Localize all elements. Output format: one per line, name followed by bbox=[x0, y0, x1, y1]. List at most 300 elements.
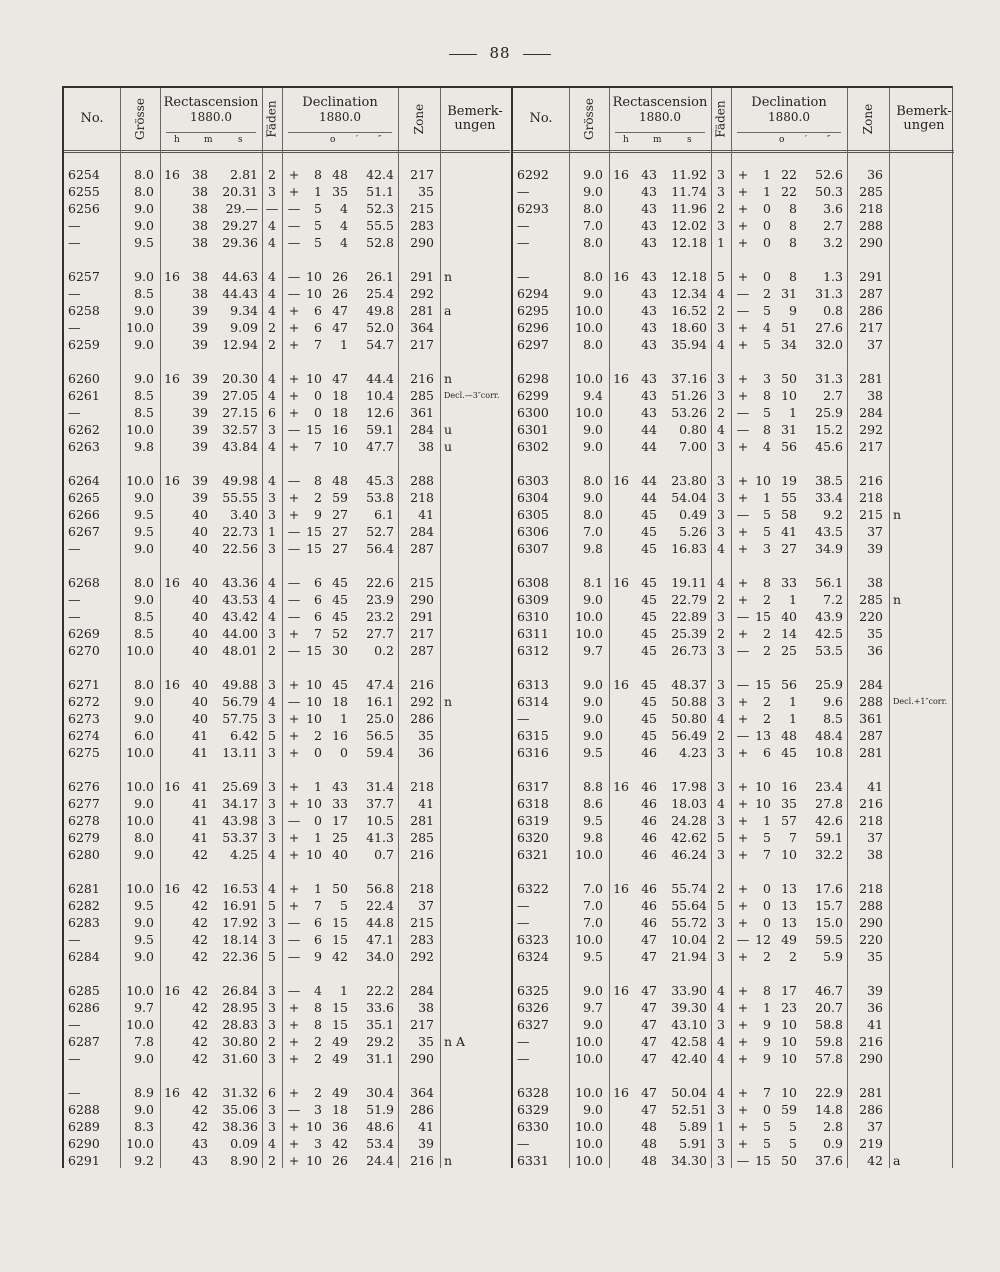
zone: 218 bbox=[859, 881, 883, 896]
ra-minutes: 39 bbox=[192, 303, 208, 318]
left-table-row bbox=[64, 676, 510, 693]
dec-sign: — bbox=[287, 201, 301, 216]
dec-degrees: 5 bbox=[763, 337, 771, 352]
threads-count: 3 bbox=[717, 320, 725, 335]
threads-count: 4 bbox=[717, 337, 725, 352]
dec-degrees: 2 bbox=[314, 490, 322, 505]
left-table-row bbox=[64, 1118, 510, 1135]
ra-seconds: 16.83 bbox=[671, 541, 707, 556]
right-table-row bbox=[513, 608, 954, 625]
magnitude: 10.0 bbox=[575, 1119, 603, 1134]
threads-count: 1 bbox=[717, 235, 725, 250]
ra-minutes: 39 bbox=[192, 422, 208, 437]
dec-sign: + bbox=[737, 626, 749, 641]
threads-count: 3 bbox=[717, 507, 725, 522]
star-number: 6313 bbox=[517, 677, 549, 692]
magnitude: 8.0 bbox=[583, 201, 603, 216]
left-dec-unit: o bbox=[330, 135, 336, 145]
star-number: 6268 bbox=[68, 575, 100, 590]
ra-seconds: 35.94 bbox=[671, 337, 707, 352]
dec-arcsec: 56.4 bbox=[366, 541, 394, 556]
remark: n bbox=[444, 371, 453, 386]
dec-degrees: 10 bbox=[755, 779, 771, 794]
star-number: 6278 bbox=[68, 813, 100, 828]
star-number: 6299 bbox=[517, 388, 549, 403]
dec-arcsec: 15.7 bbox=[815, 898, 843, 913]
ra-minutes: 42 bbox=[192, 1034, 208, 1049]
dec-arcsec: 23.9 bbox=[366, 592, 394, 607]
dec-degrees: 5 bbox=[314, 201, 322, 216]
dec-arcsec: 27.7 bbox=[366, 626, 394, 641]
right-table-row bbox=[513, 506, 954, 523]
dec-arcmin: 27 bbox=[332, 524, 348, 539]
dec-arcsec: 59.1 bbox=[815, 830, 843, 845]
star-number: 6266 bbox=[68, 507, 100, 522]
dec-arcmin: 56 bbox=[781, 439, 797, 454]
dec-degrees: 3 bbox=[314, 1102, 322, 1117]
star-number: 6273 bbox=[68, 711, 100, 726]
ra-minutes: 45 bbox=[641, 694, 657, 709]
left-table-row bbox=[64, 1152, 510, 1169]
ra-hours: 16 bbox=[164, 575, 180, 590]
ra-seconds: 22.56 bbox=[222, 541, 258, 556]
dec-arcsec: 8.5 bbox=[823, 711, 843, 726]
dec-degrees: 0 bbox=[763, 235, 771, 250]
magnitude: 9.5 bbox=[134, 235, 154, 250]
ra-minutes: 38 bbox=[192, 201, 208, 216]
zone: 364 bbox=[410, 1085, 434, 1100]
left-table-row bbox=[64, 404, 510, 421]
dec-sign: + bbox=[737, 201, 749, 216]
threads-count: 3 bbox=[268, 184, 276, 199]
dec-arcmin: 18 bbox=[332, 1102, 348, 1117]
dec-degrees: 1 bbox=[763, 167, 771, 182]
star-number: 6275 bbox=[68, 745, 100, 760]
ra-minutes: 44 bbox=[641, 490, 657, 505]
magnitude: 9.0 bbox=[583, 728, 603, 743]
magnitude: 7.8 bbox=[134, 1034, 154, 1049]
magnitude: 9.0 bbox=[583, 490, 603, 505]
zone: 217 bbox=[410, 1017, 434, 1032]
dec-degrees: 5 bbox=[763, 524, 771, 539]
zone: 284 bbox=[859, 677, 883, 692]
magnitude: 9.0 bbox=[134, 201, 154, 216]
dec-sign: + bbox=[737, 473, 749, 488]
star-number: 6327 bbox=[517, 1017, 549, 1032]
ra-seconds: 50.04 bbox=[671, 1085, 707, 1100]
right-table-row bbox=[513, 795, 954, 812]
dec-arcsec: 51.1 bbox=[366, 184, 394, 199]
dec-sign: — bbox=[287, 422, 301, 437]
magnitude: 9.0 bbox=[583, 983, 603, 998]
star-number: 6271 bbox=[68, 677, 100, 692]
ra-minutes: 44 bbox=[641, 439, 657, 454]
dash-left bbox=[449, 54, 477, 55]
star-number: 6317 bbox=[517, 779, 549, 794]
dec-degrees: 7 bbox=[314, 626, 322, 641]
ra-minutes: 45 bbox=[641, 711, 657, 726]
zone: 286 bbox=[410, 711, 434, 726]
dec-arcmin: 13 bbox=[781, 915, 797, 930]
dec-sign: + bbox=[288, 1153, 300, 1168]
threads-count: 4 bbox=[268, 303, 276, 318]
dec-sign: + bbox=[737, 184, 749, 199]
dec-degrees: 2 bbox=[763, 626, 771, 641]
dec-arcsec: 9.2 bbox=[823, 507, 843, 522]
ra-minutes: 41 bbox=[192, 779, 208, 794]
ra-seconds: 44.00 bbox=[222, 626, 258, 641]
ra-seconds: 9.09 bbox=[230, 320, 258, 335]
dec-arcmin: 5 bbox=[789, 1136, 797, 1151]
right-ra-unit: m bbox=[653, 135, 662, 145]
dec-sign: — bbox=[287, 269, 301, 284]
dec-sign: — bbox=[287, 473, 301, 488]
dec-arcsec: 42.5 bbox=[815, 626, 843, 641]
dec-degrees: 10 bbox=[306, 796, 322, 811]
threads-count: 3 bbox=[717, 1153, 725, 1168]
dec-degrees: 2 bbox=[314, 1085, 322, 1100]
zone: 220 bbox=[859, 609, 883, 624]
left-col-no-label: No. bbox=[80, 111, 104, 126]
right-table-row bbox=[513, 404, 954, 421]
left-ra-unit: s bbox=[238, 135, 243, 145]
magnitude: 9.8 bbox=[134, 439, 154, 454]
left-table-row bbox=[64, 574, 510, 591]
ra-minutes: 40 bbox=[192, 643, 208, 658]
dec-arcmin: 45 bbox=[332, 575, 348, 590]
ra-seconds: 32.57 bbox=[222, 422, 258, 437]
ra-seconds: 3.40 bbox=[230, 507, 258, 522]
ra-hours: 16 bbox=[613, 881, 629, 896]
dec-arcsec: 2.7 bbox=[823, 218, 843, 233]
threads-count: 2 bbox=[717, 201, 725, 216]
ra-seconds: 54.04 bbox=[671, 490, 707, 505]
ra-minutes: 42 bbox=[192, 1000, 208, 1015]
dec-sign: — bbox=[736, 405, 750, 420]
dec-degrees: 8 bbox=[314, 473, 322, 488]
dec-sign: + bbox=[737, 1000, 749, 1015]
ra-hours: 16 bbox=[613, 473, 629, 488]
dec-degrees: 7 bbox=[763, 847, 771, 862]
star-number: 6322 bbox=[517, 881, 549, 896]
right-table-row bbox=[513, 319, 954, 336]
magnitude: 8.0 bbox=[134, 830, 154, 845]
dec-sign: + bbox=[737, 983, 749, 998]
left-table-row bbox=[64, 421, 510, 438]
star-number: 6331 bbox=[517, 1153, 549, 1168]
ra-hours: 16 bbox=[164, 983, 180, 998]
dec-arcsec: 52.6 bbox=[815, 167, 843, 182]
dec-sign: — bbox=[736, 728, 750, 743]
ra-hours: 16 bbox=[164, 677, 180, 692]
ra-minutes: 43 bbox=[641, 337, 657, 352]
dec-sign: + bbox=[288, 507, 300, 522]
left-col-zone bbox=[398, 88, 440, 150]
ra-minutes: 46 bbox=[641, 898, 657, 913]
zone: 37 bbox=[867, 337, 883, 352]
dec-arcmin: 22 bbox=[781, 184, 797, 199]
zone: 39 bbox=[418, 1136, 434, 1151]
dec-sign: + bbox=[737, 796, 749, 811]
magnitude: 9.0 bbox=[583, 711, 603, 726]
dec-arcmin: 23 bbox=[781, 1000, 797, 1015]
dec-arcmin: 9 bbox=[789, 303, 797, 318]
zone: 281 bbox=[859, 745, 883, 760]
dec-degrees: 3 bbox=[763, 371, 771, 386]
dec-arcsec: 2.7 bbox=[823, 388, 843, 403]
ra-seconds: 50.80 bbox=[671, 711, 707, 726]
dec-degrees: 15 bbox=[755, 677, 771, 692]
dec-arcmin: 4 bbox=[340, 201, 348, 216]
ra-minutes: 45 bbox=[641, 541, 657, 556]
threads-count: 3 bbox=[268, 830, 276, 845]
dec-arcsec: 35.1 bbox=[366, 1017, 394, 1032]
zone: 290 bbox=[859, 235, 883, 250]
right-table-row bbox=[513, 1118, 954, 1135]
dec-sign: — bbox=[287, 949, 301, 964]
magnitude: 9.5 bbox=[583, 813, 603, 828]
zone: 217 bbox=[859, 439, 883, 454]
ra-minutes: 41 bbox=[192, 813, 208, 828]
magnitude: 9.2 bbox=[134, 1153, 154, 1168]
dec-arcmin: 35 bbox=[781, 796, 797, 811]
star-number: 6256 bbox=[68, 201, 100, 216]
ra-hours: 16 bbox=[613, 983, 629, 998]
ra-seconds: 43.53 bbox=[222, 592, 258, 607]
star-number: — bbox=[517, 915, 530, 930]
threads-count: 3 bbox=[268, 1102, 276, 1117]
dec-arcsec: 31.3 bbox=[815, 371, 843, 386]
dec-arcsec: 22.6 bbox=[366, 575, 394, 590]
dec-arcsec: 50.3 bbox=[815, 184, 843, 199]
dec-arcsec: 56.8 bbox=[366, 881, 394, 896]
ra-minutes: 41 bbox=[192, 728, 208, 743]
right-col-groesse-label: Grösse bbox=[582, 98, 596, 140]
dec-sign: + bbox=[288, 830, 300, 845]
right-table-row bbox=[513, 829, 954, 846]
ra-seconds: 11.92 bbox=[671, 167, 707, 182]
ra-hours: 16 bbox=[613, 1085, 629, 1100]
threads-count: 4 bbox=[268, 218, 276, 233]
ra-minutes: 47 bbox=[641, 949, 657, 964]
dec-arcmin: 51 bbox=[781, 320, 797, 335]
dec-degrees: 4 bbox=[763, 320, 771, 335]
star-number: 6290 bbox=[68, 1136, 100, 1151]
magnitude: 10.0 bbox=[575, 1136, 603, 1151]
zone: 292 bbox=[410, 286, 434, 301]
dec-arcsec: 23.2 bbox=[366, 609, 394, 624]
zone: 36 bbox=[867, 167, 883, 182]
left-table-row bbox=[64, 523, 510, 540]
dec-arcsec: 1.3 bbox=[823, 269, 843, 284]
zone: 291 bbox=[859, 269, 883, 284]
dec-arcsec: 3.2 bbox=[823, 235, 843, 250]
magnitude: 8.0 bbox=[134, 575, 154, 590]
star-number: — bbox=[517, 269, 530, 284]
magnitude: 8.1 bbox=[583, 575, 603, 590]
zone: 361 bbox=[410, 405, 434, 420]
ra-seconds: 51.26 bbox=[671, 388, 707, 403]
dec-sign: + bbox=[288, 1017, 300, 1032]
zone: 41 bbox=[418, 796, 434, 811]
dec-sign: + bbox=[737, 1136, 749, 1151]
dec-degrees: 0 bbox=[763, 201, 771, 216]
zone: 35 bbox=[867, 626, 883, 641]
dec-sign: + bbox=[737, 881, 749, 896]
left-table-row bbox=[64, 812, 510, 829]
dec-arcmin: 26 bbox=[332, 1153, 348, 1168]
ra-seconds: 44.63 bbox=[222, 269, 258, 284]
magnitude: 8.9 bbox=[134, 1085, 154, 1100]
threads-count: 4 bbox=[717, 286, 725, 301]
dec-arcsec: 30.4 bbox=[366, 1085, 394, 1100]
ra-minutes: 43 bbox=[641, 269, 657, 284]
dec-sign: + bbox=[288, 1119, 300, 1134]
ra-seconds: 16.52 bbox=[671, 303, 707, 318]
dec-arcmin: 1 bbox=[340, 983, 348, 998]
ra-hours: 16 bbox=[613, 779, 629, 794]
dec-degrees: 2 bbox=[314, 1034, 322, 1049]
ra-seconds: 34.30 bbox=[671, 1153, 707, 1168]
dec-sign: + bbox=[288, 303, 300, 318]
ra-seconds: 12.18 bbox=[671, 269, 707, 284]
dec-arcsec: 47.7 bbox=[366, 439, 394, 454]
ra-seconds: 49.98 bbox=[222, 473, 258, 488]
threads-count: 4 bbox=[268, 609, 276, 624]
dec-arcmin: 16 bbox=[781, 779, 797, 794]
zone: 216 bbox=[410, 1153, 434, 1168]
magnitude: 9.0 bbox=[583, 167, 603, 182]
dec-arcsec: 10.4 bbox=[366, 388, 394, 403]
magnitude: 9.0 bbox=[134, 1102, 154, 1117]
dec-arcmin: 47 bbox=[332, 371, 348, 386]
dec-arcmin: 49 bbox=[332, 1034, 348, 1049]
star-number: — bbox=[68, 235, 81, 250]
ra-minutes: 45 bbox=[641, 575, 657, 590]
zone: 286 bbox=[859, 1102, 883, 1117]
dec-arcsec: 10.5 bbox=[366, 813, 394, 828]
dec-degrees: 5 bbox=[763, 405, 771, 420]
right-col-no-label: No. bbox=[529, 111, 553, 126]
magnitude: 9.0 bbox=[583, 592, 603, 607]
dec-arcsec: 45.6 bbox=[815, 439, 843, 454]
dec-arcsec: 2.8 bbox=[823, 1119, 843, 1134]
remark: n bbox=[444, 269, 453, 284]
dec-degrees: 13 bbox=[755, 728, 771, 743]
left-table-row bbox=[64, 880, 510, 897]
star-number: — bbox=[68, 932, 81, 947]
dec-sign: + bbox=[288, 371, 300, 386]
left-dec-unit: ′ bbox=[356, 135, 359, 145]
dec-arcsec: 0.9 bbox=[823, 1136, 843, 1151]
ra-minutes: 40 bbox=[192, 694, 208, 709]
left-col-faeden bbox=[262, 88, 282, 150]
dec-arcmin: 27 bbox=[332, 507, 348, 522]
ra-minutes: 42 bbox=[192, 847, 208, 862]
dec-arcmin: 45 bbox=[781, 745, 797, 760]
ra-seconds: 22.79 bbox=[671, 592, 707, 607]
left-table-row bbox=[64, 948, 510, 965]
star-number: — bbox=[517, 235, 530, 250]
ra-seconds: 2.81 bbox=[230, 167, 258, 182]
dec-arcmin: 16 bbox=[332, 728, 348, 743]
left-table-row bbox=[64, 1050, 510, 1067]
dec-arcsec: 44.8 bbox=[366, 915, 394, 930]
ra-minutes: 47 bbox=[641, 1051, 657, 1066]
ra-minutes: 39 bbox=[192, 473, 208, 488]
dec-arcsec: 25.9 bbox=[815, 405, 843, 420]
dec-arcmin: 42 bbox=[332, 949, 348, 964]
ra-seconds: 27.15 bbox=[222, 405, 258, 420]
ra-minutes: 38 bbox=[192, 286, 208, 301]
dec-degrees: 9 bbox=[763, 1051, 771, 1066]
dec-sign: + bbox=[737, 337, 749, 352]
star-number: 6308 bbox=[517, 575, 549, 590]
right-table-row bbox=[513, 472, 954, 489]
dec-arcmin: 0 bbox=[340, 745, 348, 760]
star-number: 6289 bbox=[68, 1119, 100, 1134]
left-dec-rule bbox=[288, 132, 392, 133]
dec-arcmin: 27 bbox=[781, 541, 797, 556]
right-dec-rule bbox=[737, 132, 841, 133]
magnitude: 7.0 bbox=[583, 881, 603, 896]
star-number: 6319 bbox=[517, 813, 549, 828]
zone: 292 bbox=[410, 949, 434, 964]
magnitude: 9.0 bbox=[583, 184, 603, 199]
threads-count: 4 bbox=[268, 1136, 276, 1151]
dec-degrees: 5 bbox=[763, 507, 771, 522]
ra-minutes: 43 bbox=[641, 167, 657, 182]
dec-degrees: 5 bbox=[314, 235, 322, 250]
ra-hours: 16 bbox=[164, 473, 180, 488]
left-table-row bbox=[64, 710, 510, 727]
threads-count: 2 bbox=[717, 303, 725, 318]
dec-degrees: 2 bbox=[763, 592, 771, 607]
left-dec-title-text: Declination bbox=[302, 95, 378, 110]
left-table-row bbox=[64, 795, 510, 812]
left-col-bemerkungen bbox=[440, 88, 510, 150]
dec-sign: + bbox=[737, 541, 749, 556]
ra-seconds: 30.80 bbox=[222, 1034, 258, 1049]
dec-degrees: 0 bbox=[314, 813, 322, 828]
left-table-row bbox=[64, 846, 510, 863]
threads-count: 4 bbox=[268, 371, 276, 386]
ra-seconds: 4.23 bbox=[679, 745, 707, 760]
ra-seconds: 29.27 bbox=[222, 218, 258, 233]
dec-arcmin: 26 bbox=[332, 286, 348, 301]
star-number: 6291 bbox=[68, 1153, 100, 1168]
ra-seconds: 22.73 bbox=[222, 524, 258, 539]
ra-minutes: 45 bbox=[641, 626, 657, 641]
zone: 292 bbox=[859, 422, 883, 437]
star-number: 6303 bbox=[517, 473, 549, 488]
star-number: 6305 bbox=[517, 507, 549, 522]
threads-count: 3 bbox=[268, 422, 276, 437]
dec-sign: — bbox=[287, 541, 301, 556]
threads-count: 3 bbox=[717, 1017, 725, 1032]
left-table-row bbox=[64, 489, 510, 506]
threads-count: 3 bbox=[268, 983, 276, 998]
magnitude: 10.0 bbox=[575, 405, 603, 420]
ra-minutes: 41 bbox=[192, 796, 208, 811]
ra-seconds: 10.04 bbox=[671, 932, 707, 947]
left-table-row bbox=[64, 506, 510, 523]
zone: 219 bbox=[859, 1136, 883, 1151]
dec-sign: — bbox=[287, 915, 301, 930]
ra-minutes: 40 bbox=[192, 626, 208, 641]
ra-seconds: 19.11 bbox=[671, 575, 707, 590]
ra-seconds: 12.02 bbox=[671, 218, 707, 233]
